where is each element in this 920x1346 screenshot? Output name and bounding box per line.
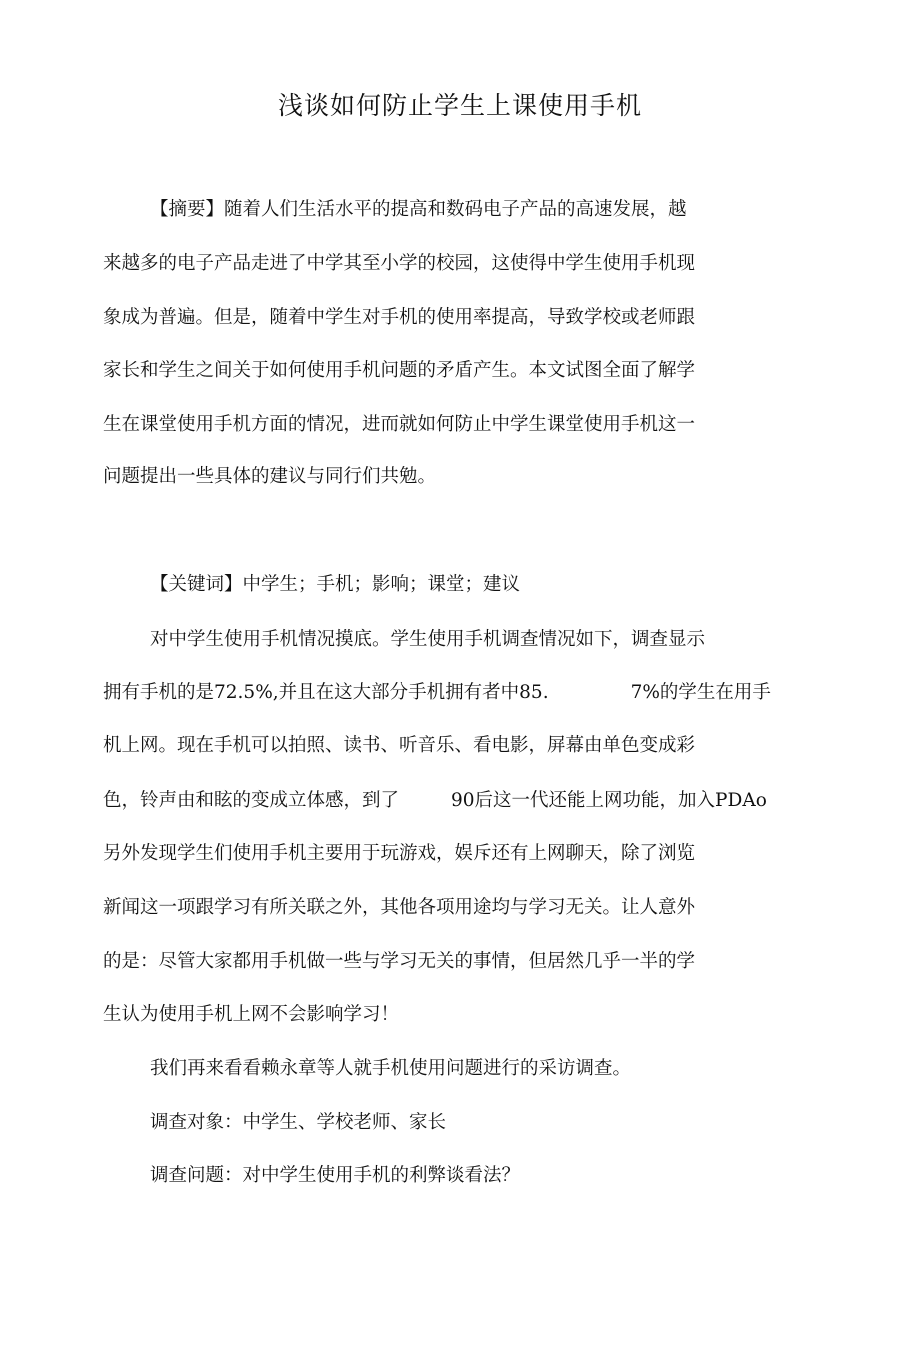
abstract-line: 问题提出一些具体的建议与同行们共勉。 (103, 466, 437, 487)
abstract-line: 家长和学生之间关于如何使用手机问题的矛盾产生。本文试图全面了解学 (103, 360, 696, 381)
body-line: 生认为使用手机上网不会影响学习！ (103, 1004, 400, 1025)
abstract-line: 生在课堂使用手机方面的情况，进而就如何防止中学生课堂使用手机这一 (103, 414, 696, 435)
body-line: 机上网。现在手机可以拍照、读书、听音乐、看电影，屏幕由单色变成彩 (103, 735, 696, 756)
document-title: 浅谈如何防止学生上课使用手机 (277, 91, 642, 120)
body-line-segment: 色，铃声由和眩的变成立体感，到了 (103, 790, 400, 811)
survey-subjects-line: 调查对象：中学生、学校老师、家长 (150, 1112, 447, 1133)
body-line: 的是：尽管大家都用手机做一些与学习无关的事情，但居然几乎一半的学 (103, 951, 696, 972)
abstract-line: 【摘要】随着人们生活水平的提高和数码电子产品的高速发展，越 (150, 199, 687, 220)
abstract-line: 来越多的电子产品走进了中学其至小学的校园，这使得中学生使用手机现 (103, 253, 696, 274)
body-line-segment: 90后这一代还能上网功能，加入PDAo (451, 790, 767, 811)
body-paragraph-2: 我们再来看看赖永章等人就手机使用问题进行的采访调查。 (150, 1058, 632, 1079)
body-line: 对中学生使用手机情况摸底。学生使用手机调查情况如下，调查显示 (150, 629, 706, 650)
abstract-line: 象成为普遍。但是，随着中学生对手机的使用率提高，导致学校或老师跟 (103, 307, 696, 328)
keywords-line: 【关键词】中学生；手机；影响；课堂；建议 (150, 574, 521, 595)
body-line: 另外发现学生们使用手机主要用于玩游戏，娱斥还有上网聊天，除了浏览 (103, 843, 696, 864)
body-line (103, 680, 771, 706)
survey-question-line: 调查问题：对中学生使用手机的利弊谈看法？ (150, 1165, 521, 1186)
body-line-segment: 7%的学生在用手 (630, 682, 771, 703)
body-line-segment: 拥有手机的是72.5%,并且在这大部分手机拥有者中85. (103, 682, 549, 703)
body-line: 新闻这一项跟学习有所关联之外，其他各项用途均与学习无关。让人意外 (103, 897, 696, 918)
body-line (103, 788, 767, 814)
